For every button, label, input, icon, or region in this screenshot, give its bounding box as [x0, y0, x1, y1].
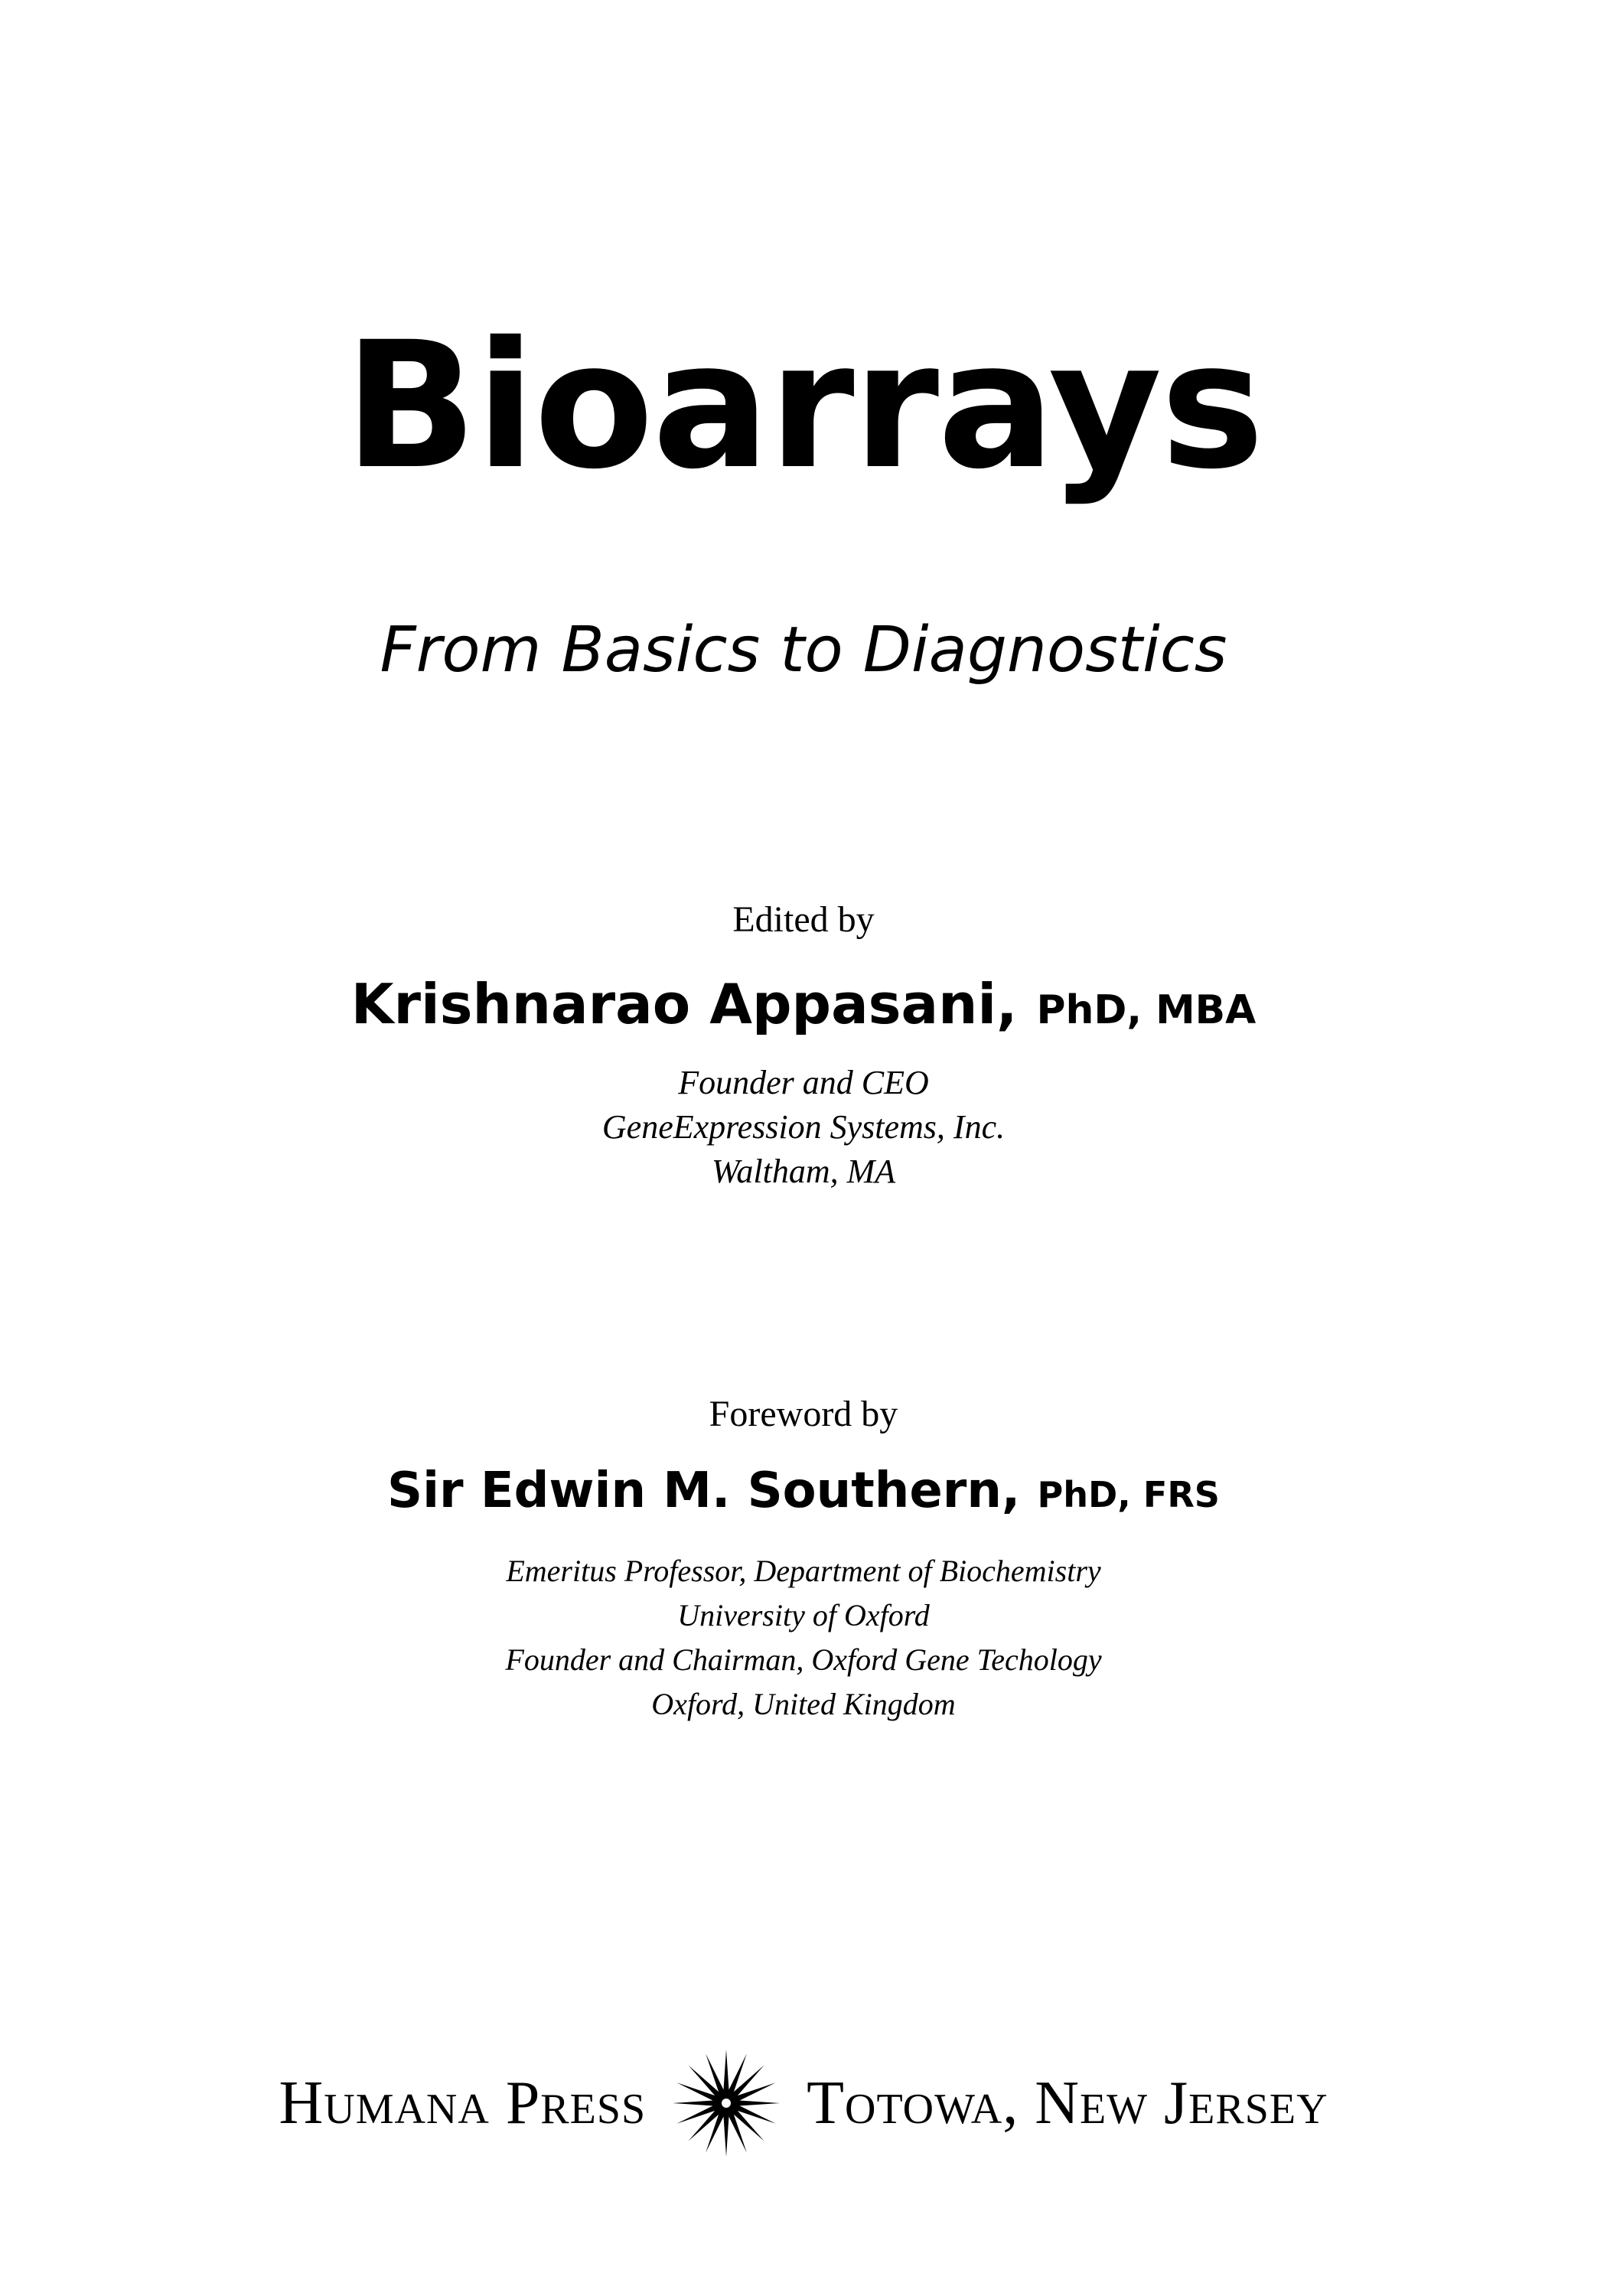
book-subtitle: From Basics to Diagnostics: [380, 614, 1227, 687]
foreword-affiliation-line: Emeritus Professor, Department of Biochemistry: [506, 1554, 1101, 1588]
editor-affiliation-line: Founder and CEO: [678, 1064, 929, 1101]
foreword-affiliation-line: Founder and Chairman, Oxford Gene Techology: [505, 1642, 1102, 1677]
editor-name: [0, 966, 1607, 1049]
sunburst-logo-icon: [669, 2046, 784, 2161]
foreword-by-label: Foreword by: [709, 1394, 898, 1434]
publisher-name: Humana Press: [279, 2069, 647, 2137]
publisher-imprint: [0, 2057, 1607, 2149]
foreword-author-name-text: Sir Edwin M. Southern,: [386, 1463, 1021, 1519]
editor-credentials: PhD, MBA: [1036, 987, 1257, 1033]
foreword-author-affiliation: [0, 1549, 1607, 1727]
foreword-affiliation-line: Oxford, United Kingdom: [651, 1687, 956, 1721]
book-title: Bioarrays: [344, 304, 1263, 507]
publisher-location: Totowa, New Jersey: [807, 2069, 1328, 2137]
editor-name-text: Krishnarao Appasani,: [350, 972, 1018, 1036]
editor-affiliation-line: Waltham, MA: [711, 1153, 896, 1190]
foreword-author-name: [0, 1453, 1607, 1533]
foreword-affiliation-line: University of Oxford: [677, 1598, 930, 1632]
edited-by-label: Edited by: [732, 899, 875, 940]
editor-affiliation-line: GeneExpression Systems, Inc.: [601, 1108, 1006, 1146]
foreword-author-credentials: PhD, FRS: [1037, 1474, 1220, 1515]
editor-affiliation: [0, 1061, 1607, 1194]
